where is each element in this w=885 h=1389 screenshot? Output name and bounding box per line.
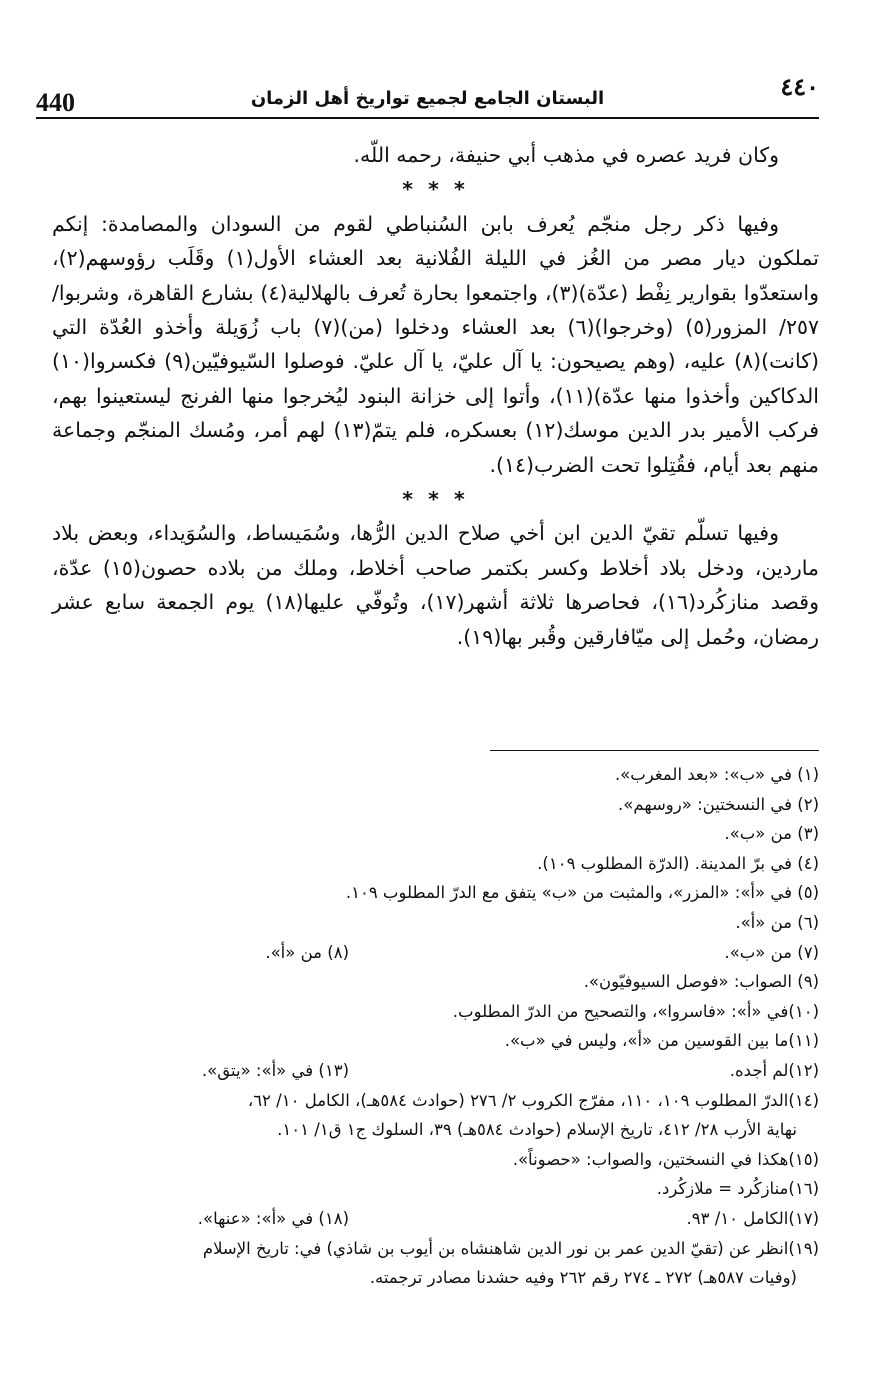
footnote-5: (٥) في «أ»: «المزر»، والمثبت من «ب» يتفق مع الدرّ المطلوب ١٠٩. xyxy=(345,883,819,903)
paragraph-2: وفيها ذكر رجل منجّم يُعرف بابن السُنباطي لقوم من السودان والمصامدة: إنكم تملكون ديار مصر من الغُز في الليلة الفُلانية بعد العشاء الأول(١) وقَلَب رؤوسهم(٢)، واستعدّوا بقوارير نِفْط (عدّة)(٣)، واجتمعوا بحارة تُعرف بالهلالية(٤) بشارع القاهرة، وشربوا/ ٢٥٧/ المزور(٥) (وخرجوا)(٦) بعد العشاء ودخلوا (من)(٧) باب زُوَيلة وأخذو العُدّة التي (كانت)(٨) عليه، (وهم يصيحون: يا آل عليّ، يا آل عليّ. فوصلوا السّيوفيّين(٩) فكسروا(١٠) الدكاكين وأخذوا منها عدّة)(١١)، وأتوا إلى خزانة البنود ليُخرجوا منها الفرنج ليستعينوا بهم، فركب الأمير بدر الدين موسك(١٢) بعسكره، فلم يتمّ(١٣) لهم أمر، ومُسك المنجّم وجماعة منهم بعد أيام، فقُتِلوا تحت الضرب(١٤). xyxy=(52,211,820,477)
footnote-19-continued: (وفيات ٥٨٧هـ) ٢٧٢ ـ ٢٧٤ رقم ٢٦٢ وفيه حشدنا مصادر ترجمته. xyxy=(369,1268,797,1288)
page-header xyxy=(36,72,819,118)
paragraph-1: وكان فريد عصره في مذهب أبي حنيفة، رحمه اللّه. xyxy=(353,143,779,167)
footnote-row-7-8 xyxy=(52,938,819,968)
main-text xyxy=(52,138,819,654)
footnote-1: (١) في «ب»: «بعد المغرب». xyxy=(614,765,819,784)
footnote-10: (١٠)في «أ»: «فاسروا»، والتصحيح من الدرّ المطلوب. xyxy=(452,1001,819,1021)
running-title: البستان الجامع لجميع تواريخ أهل الزمان xyxy=(250,88,605,109)
section-divider-1: * * * xyxy=(402,177,469,202)
footnote-17: (١٧)الكامل ١٠/ ٩٣. xyxy=(686,1208,819,1228)
footnote-rule xyxy=(490,750,819,751)
paragraph-3: وفيها تسلّم تقيّ الدين ابن أخي صلاح الدين الرُّها، وسُمَيساط، والسُوَيداء، وبعض بلاد ماردين، ودخل بلاد أخلاط وكسر بكتمر صاحب أخلاط، وملك من بلاده حصون(١٥) عدّة، وقصد منازكُرد(١٦)، فحاصرها ثلاثة أشهر(١٧)، وتُوفّي عليها(١٨) يوم الجمعة سابع عشر رمضان، وحُمل إلى ميّافارقين وقُبر بها(١٩). xyxy=(52,521,820,649)
header-rule xyxy=(36,117,819,119)
footnote-15: (١٥)هكذا في النسختين، والصواب: «حصوناً». xyxy=(512,1149,819,1169)
footnote-row-17-18 xyxy=(52,1204,819,1234)
footnote-4: (٤) في برّ المدينة. (الدرّة المطلوب ١٠٩). xyxy=(537,853,819,873)
footnote-19: (١٩)انظر عن (تقيّ الدين عمر بن نور الدين شاهنشاه بن أيوب بن شاذي) في: تاريخ الإسلام xyxy=(202,1238,819,1258)
footnote-2: (٢) في النسختين: «روسهم». xyxy=(618,794,819,814)
footnote-7: (٧) من «ب». xyxy=(724,942,819,962)
footnote-13: (١٣) في «أ»: «يتق». xyxy=(201,1060,349,1080)
footnote-3: (٣) من «ب». xyxy=(724,824,819,844)
footnotes xyxy=(52,760,819,1293)
section-divider-2: * * * xyxy=(402,487,469,512)
footnote-row-12-13 xyxy=(52,1056,819,1086)
footnote-14-continued: نهاية الأرب ٢٨/ ٤١٢، تاريخ الإسلام (حوادث ٥٨٤هـ) ٣٩، السلوك ج١ ق١/ ١٠١. xyxy=(277,1120,797,1140)
footnote-16: (١٦)منازكُرد = ملازكُرد. xyxy=(656,1179,819,1199)
footnote-8: (٨) من «أ». xyxy=(265,942,349,962)
footnote-6: (٦) من «أ». xyxy=(735,912,819,932)
page-number-latin: 440 xyxy=(36,88,75,117)
footnote-11: (١١)ما بين القوسين من «أ»، وليس في «ب». xyxy=(504,1031,819,1051)
footnote-18: (١٨) في «أ»: «عنها». xyxy=(197,1208,349,1228)
footnote-14: (١٤)الدرّ المطلوب ١٠٩، ١١٠، مفرّج الكروب ٢/ ٢٧٦ (حوادث ٥٨٤هـ)، الكامل ١٠/ ٦٢، xyxy=(247,1090,819,1110)
footnote-9: (٩) الصواب: «فوصل السيوفيّون». xyxy=(583,972,819,992)
page-number-arabic: ٤٤٠ xyxy=(780,72,819,101)
footnote-12: (١٢)لم أجده. xyxy=(729,1060,819,1080)
